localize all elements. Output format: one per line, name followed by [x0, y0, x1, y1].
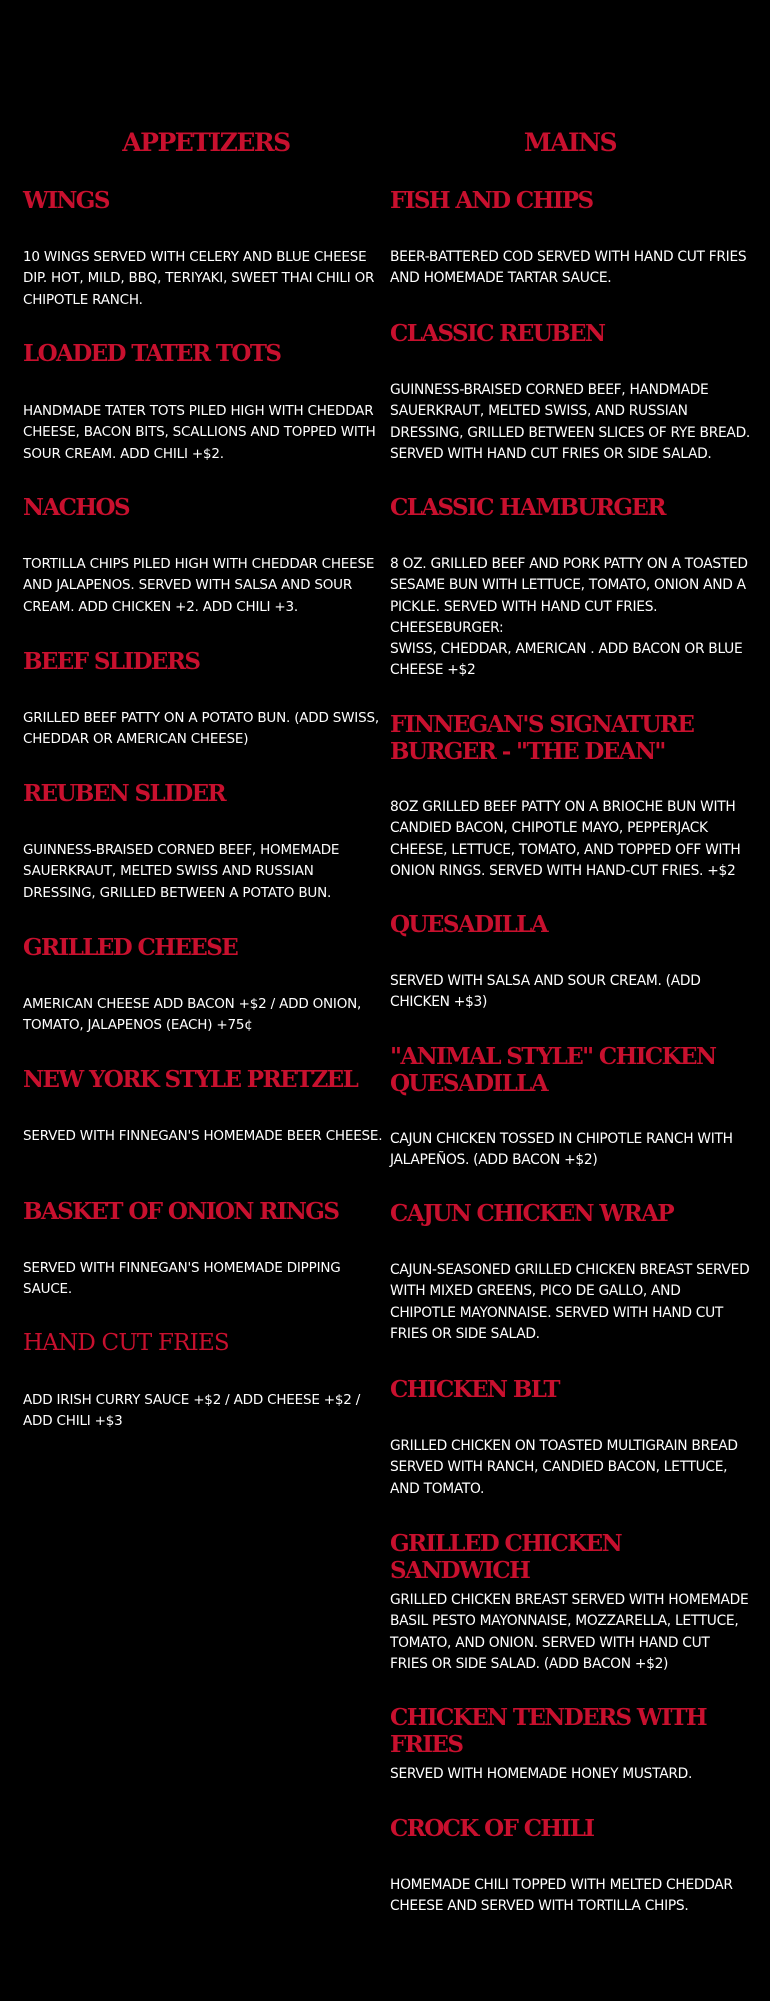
item-description: GRILLED BEEF PATTY ON A POTATO BUN. (ADD SWISS, CHEDDAR OR AMERICAN CHEESE)	[23, 710, 379, 748]
item-name: "ANIMAL STYLE" CHICKEN QUESADILLA	[390, 1043, 716, 1097]
item-name: CHICKEN TENDERS WITH FRIES	[390, 1704, 706, 1758]
menu-item-new-york-style-pretzel	[23, 1066, 389, 1144]
item-name: CAJUN CHICKEN WRAP	[390, 1200, 674, 1227]
menu-item-crock-of-chili	[390, 1815, 750, 1915]
mains-heading: MAINS	[523, 128, 617, 157]
item-description: SERVED WITH SALSA AND SOUR CREAM. (ADD CHICKEN +$3)	[390, 973, 701, 1011]
item-description: GUINNESS-BRAISED CORNED BEEF, HANDMADE SAUERKRAUT, MELTED SWISS, AND RUSSIAN DRESSING, GRILLED BETWEEN SLICES OF RYE BREAD. SERVED WITH HAND CUT FRIES OR SIDE SALAD.	[390, 382, 750, 462]
item-description: 10 WINGS SERVED WITH CELERY AND BLUE CHEESE DIP. HOT, MILD, BBQ, TERIYAKI, SWEET THAI CHILI OR CHIPOTLE RANCH.	[23, 249, 375, 308]
item-description: AMERICAN CHEESE ADD BACON +$2 / ADD ONION, TOMATO, JALAPENOS (EACH) +75¢	[23, 996, 362, 1034]
menu-item-wings	[23, 187, 389, 308]
item-name: GRILLED CHEESE	[23, 934, 238, 961]
item-description: 8OZ GRILLED BEEF PATTY ON A BRIOCHE BUN WITH CANDIED BACON, CHIPOTLE MAYO, PEPPERJACK CHEESE, LETTUCE, TOMATO, AND TOPPED OFF WITH ONION RINGS. SERVED WITH HAND-CUT FRIES. +$2	[390, 799, 741, 879]
item-description: GRILLED CHICKEN BREAST SERVED WITH HOMEMADE BASIL PESTO MAYONNAISE, MOZZARELLA, LETTUCE, TOMATO, AND ONION. SERVED WITH HAND CUT FRIES OR SIDE SALAD. (ADD BACON +$2)	[390, 1592, 749, 1672]
item-description: TORTILLA CHIPS PILED HIGH WITH CHEDDAR CHEESE AND JALAPENOS. SERVED WITH SALSA AND SOUR CREAM. ADD CHICKEN +2. ADD CHILI +3.	[23, 556, 375, 615]
item-name: BASKET OF ONION RINGS	[23, 1198, 339, 1225]
item-name: HAND CUT FRIES	[23, 1330, 229, 1356]
menu-item-signature-burger	[390, 711, 750, 879]
menu-item-loaded-tater-tots	[23, 340, 389, 462]
item-description: SERVED WITH FINNEGAN'S HOMEMADE BEER CHEESE.	[23, 1128, 383, 1144]
item-name: CHICKEN BLT	[390, 1376, 559, 1403]
menu-item-basket-of-onion-rings	[23, 1198, 389, 1298]
cheeseburger-description: SWISS, CHEDDAR, AMERICAN . ADD BACON OR BLUE CHEESE +$2	[390, 641, 743, 679]
item-description: CAJUN CHICKEN TOSSED IN CHIPOTLE RANCH WITH JALAPEÑOS. (ADD BACON +$2)	[390, 1131, 733, 1169]
appetizers-heading: APPETIZERS	[122, 128, 290, 157]
item-description: CAJUN-SEASONED GRILLED CHICKEN BREAST SERVED WITH MIXED GREENS, PICO DE GALLO, AND CHIPOTLE MAYONNAISE. SERVED WITH HAND CUT FRIES OR SIDE SALAD.	[390, 1262, 750, 1342]
menu-item-chicken-tenders-with-fries	[390, 1704, 750, 1782]
cheeseburger-label: CHEESEBURGER:	[390, 620, 504, 636]
menu-item-classic-reuben	[390, 320, 750, 462]
menu-item-grilled-cheese	[23, 934, 389, 1034]
item-description: ADD IRISH CURRY SAUCE +$2 / ADD CHEESE +$2 / ADD CHILI +$3	[23, 1392, 361, 1430]
item-name: QUESADILLA	[390, 911, 547, 938]
menu-item-quesadilla	[390, 911, 750, 1011]
menu-item-grilled-chicken-sandwich	[390, 1530, 750, 1672]
menu-item-fish-and-chips	[390, 187, 750, 287]
menu-item-nachos	[23, 494, 389, 615]
item-description: HANDMADE TATER TOTS PILED HIGH WITH CHEDDAR CHEESE, BACON BITS, SCALLIONS AND TOPPED WITH SOUR CREAM. ADD CHILI +$2.	[23, 403, 376, 462]
menu-item-reuben-slider	[23, 780, 389, 901]
item-description: SERVED WITH FINNEGAN'S HOMEMADE DIPPING SAUCE.	[23, 1260, 341, 1298]
item-name: NACHOS	[23, 494, 129, 521]
item-name: BEEF SLIDERS	[23, 648, 200, 675]
menu-item-chicken-blt	[390, 1376, 750, 1497]
menu-item-animal-style-chicken-quesadilla	[390, 1043, 750, 1169]
item-name: REUBEN SLIDER	[23, 780, 226, 807]
item-description: SERVED WITH HOMEMADE HONEY MUSTARD.	[390, 1766, 693, 1782]
menu-item-hand-cut-fries	[23, 1330, 389, 1430]
item-description: GRILLED CHICKEN ON TOASTED MULTIGRAIN BREAD SERVED WITH RANCH, CANDIED BACON, LETTUCE, AND TOMATO.	[390, 1438, 738, 1497]
menu-item-classic-hamburger	[390, 494, 750, 679]
item-description: 8 OZ. GRILLED BEEF AND PORK PATTY ON A TOASTED SESAME BUN WITH LETTUCE, TOMATO, ONION AND A PICKLE. SERVED WITH HAND CUT FRIES.	[390, 556, 748, 615]
item-name: FINNEGAN'S SIGNATURE BURGER - "THE DEAN"	[390, 711, 694, 765]
item-description: HOMEMADE CHILI TOPPED WITH MELTED CHEDDAR CHEESE AND SERVED WITH TORTILLA CHIPS.	[390, 1877, 733, 1915]
item-name: GRILLED CHICKEN SANDWICH	[390, 1530, 621, 1584]
item-name: CLASSIC HAMBURGER	[390, 494, 665, 521]
menu-item-cajun-chicken-wrap	[390, 1200, 750, 1342]
item-name: LOADED TATER TOTS	[23, 340, 281, 367]
item-name: WINGS	[23, 187, 109, 214]
item-description: BEER-BATTERED COD SERVED WITH HAND CUT FRIES AND HOMEMADE TARTAR SAUCE.	[390, 249, 747, 287]
item-description: GUINNESS-BRAISED CORNED BEEF, HOMEMADE SAUERKRAUT, MELTED SWISS AND RUSSIAN DRESSING, GRILLED BETWEEN A POTATO BUN.	[23, 842, 340, 901]
item-name: FISH AND CHIPS	[390, 187, 593, 214]
item-name: CROCK OF CHILI	[390, 1815, 594, 1842]
item-name: CLASSIC REUBEN	[390, 320, 605, 347]
menu-item-beef-sliders	[23, 648, 389, 748]
item-name: NEW YORK STYLE PRETZEL	[23, 1066, 358, 1093]
